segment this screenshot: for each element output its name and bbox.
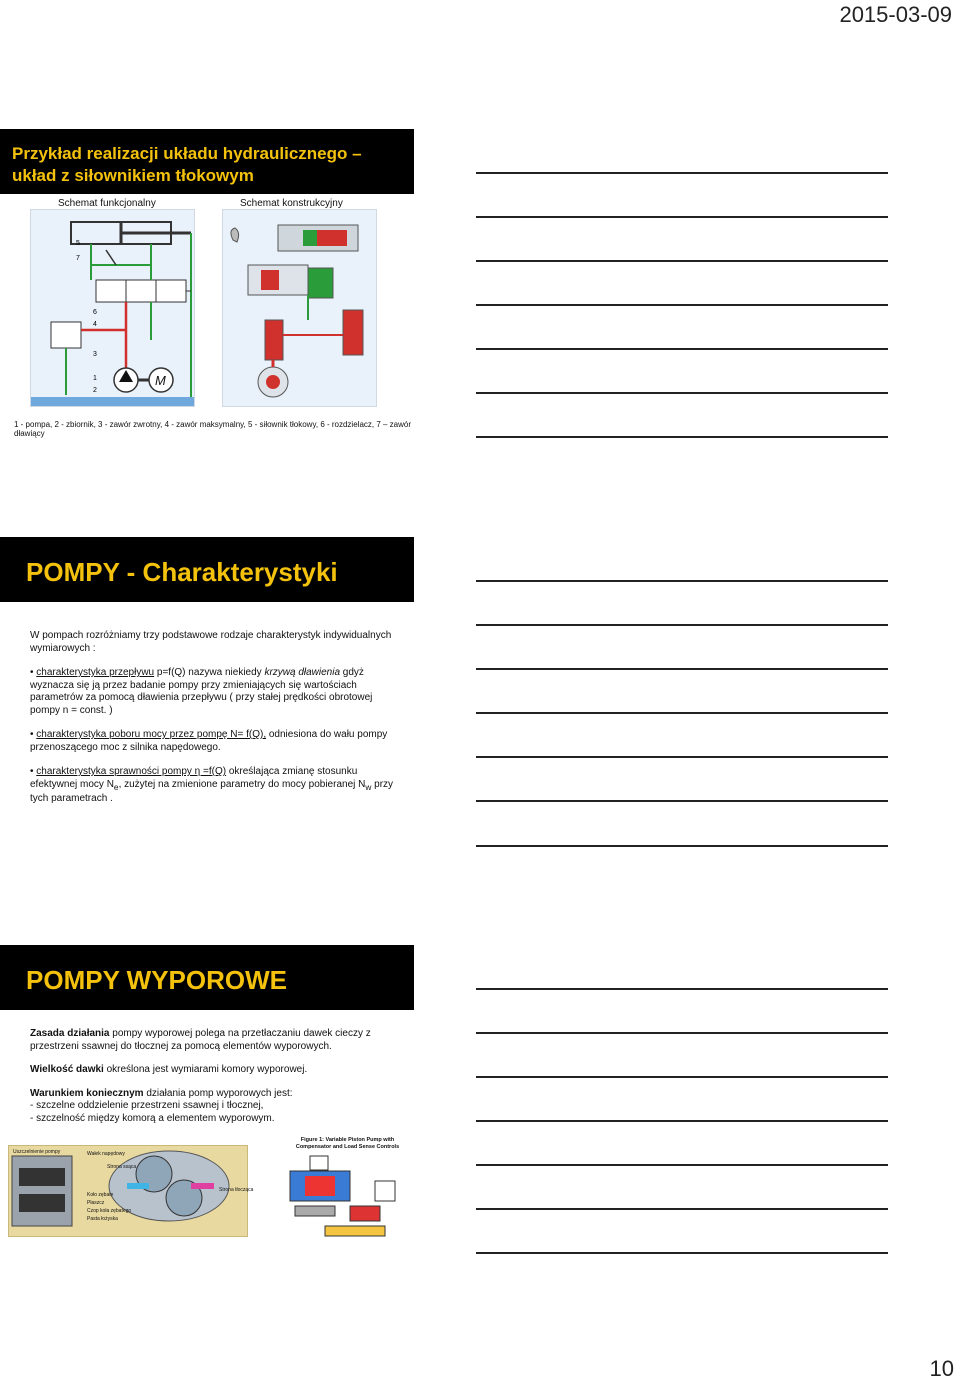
p3-bold: Warunkiem koniecznym (30, 1087, 144, 1099)
slide2-body (30, 630, 400, 818)
gear-label-5: Płaszcz (87, 1200, 105, 1206)
note-line (476, 845, 888, 847)
piston-pump-figure (285, 1137, 410, 1247)
note-line (476, 1208, 888, 1210)
schema-number-4: 4 (93, 321, 97, 328)
page-number: 10 (929, 1356, 954, 1381)
schema-number-7: 7 (76, 255, 80, 262)
slide2-intro: W pompach rozróżniamy trzy podstawowe rodzaje charakterystyk indywidualnych wymiarowych : (30, 630, 392, 654)
figure-title (285, 1137, 410, 1151)
slide3-p1 (30, 1028, 410, 1053)
item3-link: charakterystyka sprawności pompy η =f(Q) (36, 766, 227, 777)
gear-pump-diagram (8, 1145, 254, 1237)
construction-schema-svg (223, 210, 376, 406)
note-line (476, 668, 888, 670)
gear-label-0: Uszczelnienie pompy (13, 1149, 61, 1155)
schema-number-5: 5 (76, 240, 80, 247)
schema-number-6: 6 (93, 309, 97, 316)
note-line (476, 712, 888, 714)
item3-text-b: określająca zmianę stosunku efektywnej mocy N (30, 766, 358, 790)
slide2-title: POMPY - Charakterystyki (26, 557, 338, 587)
note-line (476, 1252, 888, 1254)
item1-link: charakterystyka przepływu (36, 667, 155, 678)
gear-label-4: Strona tłocząca (219, 1187, 254, 1193)
slide3-p3 (30, 1088, 410, 1101)
label-functional-schema: Schemat funkcjonalny (58, 198, 156, 209)
slide1-caption: 1 - pompa, 2 - zbiornik, 3 - zawór zwrotny, 4 - zawór maksymalny, 5 - siłownik tłokowy, 6 - rozdzielacz, 7 – zawór dławiący (14, 420, 412, 438)
item2-text: odniesiona do wału pompy przenoszącego moc z silnika napędowego. (30, 729, 388, 753)
schema-number-1: 1 (93, 375, 97, 382)
item1-italic: krzywą dławienia (264, 667, 341, 678)
note-line (476, 216, 888, 218)
note-line (476, 580, 888, 582)
date-header: 2015-03-09 (839, 2, 952, 27)
construction-schema-diagram (222, 209, 377, 407)
note-line (476, 304, 888, 306)
note-line (476, 988, 888, 990)
note-line (476, 172, 888, 174)
item3-text-d: przy tych parametrach . (30, 778, 394, 804)
gear-label-7: Pasta łożyska (87, 1216, 118, 1222)
slide3-title: POMPY WYPOROWE (26, 965, 287, 995)
slide3-list-item1: - szczelne oddzielenie przestrzeni ssawnej i tłocznej, (30, 1100, 264, 1111)
gear-label-3: Koło zębate (87, 1192, 114, 1198)
item1-text-a: p=f(Q) nazywa niekiedy (154, 667, 265, 678)
piston-pump-svg (285, 1151, 410, 1246)
motor-label: M (155, 373, 166, 388)
note-line (476, 624, 888, 626)
note-line (476, 756, 888, 758)
note-line (476, 348, 888, 350)
note-line (476, 436, 888, 438)
note-line (476, 1164, 888, 1166)
slide2-item3: • charakterystyka sprawności pompy η =f(Q) określająca zmianę stosunku efektywnej mocy $N_e$, zużytej na zmienione parametry do mocy pobieranej $N_w$ przy tych parametrach . (30, 766, 394, 804)
item2-link: charakterystyka poboru mocy przez pompę N= f(Q), (36, 729, 267, 740)
functional-schema-diagram (30, 209, 195, 407)
figure-title-line1: Figure 1: Variable Piston Pump with (300, 1137, 395, 1143)
slide3-body (30, 1028, 410, 1125)
p2-bold: Wielkość dawki (30, 1064, 104, 1075)
p2-text: określona jest wymiarami komory wyporowej. (103, 1064, 308, 1075)
note-line (476, 800, 888, 802)
functional-schema-svg (31, 210, 194, 406)
slide2-item2: • charakterystyka poboru mocy przez pompę N= f(Q), odniesiona do wału pompy przenoszącego moc z silnika napędowego. (30, 729, 388, 753)
item3-sub-w: w (365, 781, 372, 792)
label-construction-schema: Schemat konstrukcyjny (240, 198, 343, 209)
slide3-title-bar (0, 945, 414, 1010)
gear-label-1: Wałek napędowy (87, 1151, 125, 1157)
gear-label-6: Czop koła zębatego (87, 1208, 132, 1214)
slide1-title-line1: Przykład realizacji układu hydraulicznego – (12, 144, 362, 163)
p3-text: działania pomp wyporowych jest: (143, 1087, 293, 1099)
note-line (476, 1032, 888, 1034)
p1-text: pompy wyporowej polega na przetłaczaniu dawek cieczy z przestrzeni ssawnej do tłocznej za pomocą elementów wyporowych. (30, 1028, 371, 1052)
schema-number-3: 3 (93, 351, 97, 358)
slide3-p2 (30, 1064, 410, 1077)
item3-sub-e: e (113, 781, 119, 792)
slide2-title-bar (0, 537, 414, 602)
item1-text-b: gdyż wyznacza się ją przez badanie pompy przy zmieniających się wartościach parametrów za pomocą dławienia przepływu ( przy stałej prędkości obrotowej pompy n = const. ) (30, 667, 373, 716)
p1-bold: Zasada działania (30, 1028, 110, 1039)
figure-title-line2: Compensator and Load Sense Controls (295, 1144, 400, 1150)
note-line (476, 392, 888, 394)
gear-pump-svg (9, 1146, 254, 1234)
slide1-title-bar (0, 129, 414, 194)
note-line (476, 1076, 888, 1078)
item3-text-c: , zużytej na zmienione parametry do mocy pobieranej N (118, 778, 366, 790)
gear-label-2: Strona ssąca (107, 1164, 137, 1170)
note-line (476, 260, 888, 262)
note-line (476, 1120, 888, 1122)
slide1-title-line2: układ z siłownikiem tłokowym (12, 166, 254, 185)
slide2-item1: • charakterystyka przepływu p=f(Q) nazywa niekiedy krzywą dławienia gdyż wyznacza się ją przez badanie pompy przy zmieniających się wartościach parametrów za pomocą dławienia przepływu ( przy stałej prędkości obrotowej pompy n = const. ) (30, 667, 373, 716)
schema-number-2: 2 (93, 387, 97, 394)
slide3-list-item2: - szczelność między komorą a elementem wyporowym. (30, 1112, 275, 1124)
